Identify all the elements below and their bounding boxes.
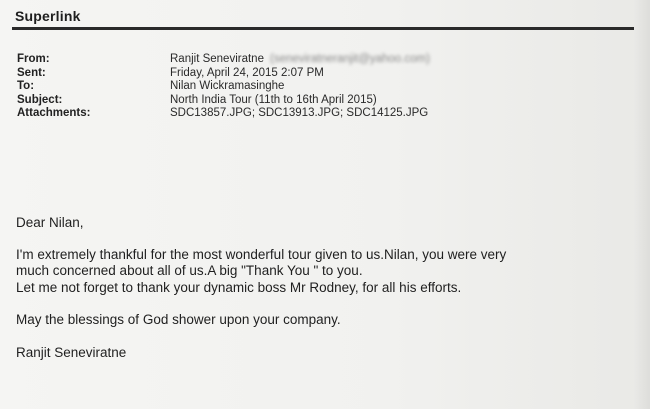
subject-label: Subject: <box>17 93 63 106</box>
header-divider <box>12 27 634 30</box>
salutation: Dear Nilan, <box>16 215 84 230</box>
organization-name: Superlink <box>15 8 81 24</box>
signature: Ranjit Seneviratne <box>16 344 127 360</box>
body-line-2: much concerned about all of us.A big "Thank You " to you. <box>16 263 363 278</box>
attachments-value: SDC13857.JPG; SDC13913.JPG; SDC14125.JPG <box>170 107 429 119</box>
email-body <box>16 215 631 361</box>
sent-value: Friday, April 24, 2015 2:07 PM <box>170 66 324 79</box>
body-paragraph <box>16 247 631 297</box>
body-line-1: I'm extremely thankful for the most wonderful tour given to us.Nilan, you were very <box>16 246 507 262</box>
attachments-label: Attachments: <box>17 107 91 119</box>
blessing-line: May the blessings of God shower upon your company. <box>16 312 341 327</box>
body-line-3: Let me not forget to thank your dynamic boss Mr Rodney, for all his efforts. <box>16 279 462 295</box>
from-email-obscured: (seneviratneranjit@yahoo.com) <box>269 53 430 65</box>
to-value: Nilan Wickramasinghe <box>170 80 285 92</box>
from-value <box>170 53 430 67</box>
to-label: To: <box>17 80 35 92</box>
subject-value: North India Tour (11th to 16th April 2015) <box>170 93 377 106</box>
sent-label: Sent: <box>17 66 46 79</box>
from-label: From: <box>17 53 50 65</box>
from-name: Ranjit Seneviratne <box>170 53 264 65</box>
